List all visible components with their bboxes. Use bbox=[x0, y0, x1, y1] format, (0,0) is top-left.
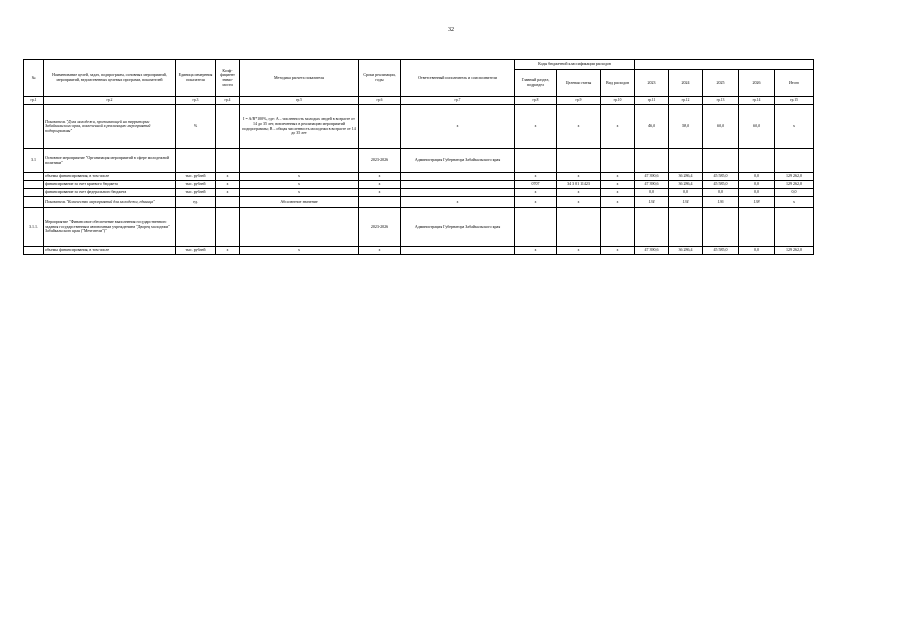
cell-expense-type: x bbox=[601, 247, 635, 255]
cell-section bbox=[515, 208, 557, 247]
cell-name: Основное мероприятие "Организация мероприятий в сфере молодежной политики" bbox=[44, 149, 176, 173]
cell-num: 3.1.1. bbox=[24, 208, 44, 247]
header-responsible: Ответственный исполнитель и соисполнители bbox=[401, 60, 515, 97]
cell-unit: ед. bbox=[176, 197, 216, 208]
cell-2024: 0,0 bbox=[669, 189, 703, 197]
cell-2023: 47 390,6 bbox=[635, 181, 669, 189]
col-num-14: гр.14 bbox=[739, 97, 775, 105]
cell-2024: 36 286,4 bbox=[669, 247, 703, 255]
cell-method: I = A/B*100%, где: A – численность молодых людей в возрасте от 14 до 35 лет, вовлеченных в реализацию мероприятий подпрограммы; B – общая численность молодежи в возрасте от 14 до 35 лет bbox=[240, 105, 359, 149]
cell-unit: тыс. рублей bbox=[176, 181, 216, 189]
cell-2026: 0,0 bbox=[739, 247, 775, 255]
col-num-1: гр.1 bbox=[24, 97, 44, 105]
cell-responsible bbox=[401, 247, 515, 255]
table-row-funding-total-1 bbox=[24, 173, 814, 181]
cell-name: финансирование за счет федерального бюджета bbox=[44, 189, 176, 197]
cell-num bbox=[24, 189, 44, 197]
cell-2025: 60,0 bbox=[703, 105, 739, 149]
cell-expense-type: x bbox=[601, 181, 635, 189]
cell-responsible: x bbox=[401, 105, 515, 149]
cell-article bbox=[557, 208, 601, 247]
cell-section: 0707 bbox=[515, 181, 557, 189]
cell-2024: 36 286,4 bbox=[669, 173, 703, 181]
page-number: 32 bbox=[448, 27, 454, 33]
cell-total: x bbox=[775, 105, 814, 149]
cell-article: x bbox=[557, 189, 601, 197]
header-bcc-group: Коды бюджетной классификации расходов bbox=[515, 60, 635, 70]
cell-section: x bbox=[515, 189, 557, 197]
cell-coef bbox=[216, 149, 240, 173]
cell-responsible bbox=[401, 189, 515, 197]
cell-coef bbox=[216, 208, 240, 247]
cell-num bbox=[24, 181, 44, 189]
cell-total: 129 262,0 bbox=[775, 173, 814, 181]
budget-table bbox=[23, 59, 814, 255]
cell-2025 bbox=[703, 208, 739, 247]
cell-expense-type: x bbox=[601, 189, 635, 197]
cell-2023: 46,0 bbox=[635, 105, 669, 149]
cell-method bbox=[240, 208, 359, 247]
header-method: Методика расчета показателя bbox=[240, 60, 359, 97]
cell-coef: x bbox=[216, 181, 240, 189]
table-row-indicator-events bbox=[24, 197, 814, 208]
cell-num: 3.1 bbox=[24, 149, 44, 173]
header-coef: Коэф-фициент значи-мости bbox=[216, 60, 240, 97]
table-row-main-event bbox=[24, 149, 814, 173]
col-num-15: гр.15 bbox=[775, 97, 814, 105]
cell-2026: 0,0 bbox=[739, 189, 775, 197]
cell-2023: 0,0 bbox=[635, 189, 669, 197]
cell-coef: x bbox=[216, 189, 240, 197]
col-num-4: гр.4 bbox=[216, 97, 240, 105]
cell-2024: 36 286,4 bbox=[669, 181, 703, 189]
cell-2024: 58,0 bbox=[669, 105, 703, 149]
cell-num bbox=[24, 197, 44, 208]
cell-unit: тыс. рублей bbox=[176, 173, 216, 181]
table-row-indicator-youth bbox=[24, 105, 814, 149]
cell-2026: 60,0 bbox=[739, 105, 775, 149]
cell-num bbox=[24, 247, 44, 255]
cell-coef: x bbox=[216, 247, 240, 255]
header-section: Главный раздел, подраздел bbox=[515, 70, 557, 97]
header-2023: 2023 bbox=[635, 70, 669, 97]
cell-total bbox=[775, 149, 814, 173]
cell-article: x bbox=[557, 173, 601, 181]
cell-name: финансирование за счет краевого бюджета bbox=[44, 181, 176, 189]
cell-responsible: Администрация Губернатора Забайкальского края bbox=[401, 208, 515, 247]
cell-2025 bbox=[703, 149, 739, 173]
cell-article: x bbox=[557, 197, 601, 208]
cell-num bbox=[24, 105, 44, 149]
cell-period: 2023-2026 bbox=[359, 149, 401, 173]
header-unit: Единица измерения показателя bbox=[176, 60, 216, 97]
cell-2023: 47 390,6 bbox=[635, 247, 669, 255]
cell-section: x bbox=[515, 247, 557, 255]
cell-2024 bbox=[669, 149, 703, 173]
cell-method: x bbox=[240, 189, 359, 197]
cell-name: Показатель "Количество мероприятий для молодежи, единица" bbox=[44, 197, 176, 208]
table-row-funding-total-2 bbox=[24, 247, 814, 255]
cell-period: x bbox=[359, 247, 401, 255]
cell-name: Мероприятие "Финансовое обеспечение выполнения государственного задания государственным автономным учреждением "Дворец молодежи" Забайкальского края ("Мечтатели")" bbox=[44, 208, 176, 247]
header-name: Наименование целей, задач, подпрограмм, основных мероприятий, мероприятий, ведомственных целевых программ, показателей bbox=[44, 60, 176, 97]
table-row-event-3-1-1 bbox=[24, 208, 814, 247]
cell-name: Показатель "Доля молодежи, проживающей на территории Забайкальского края, вовлеченной в реализацию мероприятий подпрограммы" bbox=[44, 105, 176, 149]
cell-coef: x bbox=[216, 173, 240, 181]
cell-2026 bbox=[739, 149, 775, 173]
cell-method: x bbox=[240, 247, 359, 255]
cell-2025: 45 585,0 bbox=[703, 181, 739, 189]
cell-expense-type bbox=[601, 149, 635, 173]
cell-section: x bbox=[515, 105, 557, 149]
cell-2024 bbox=[669, 208, 703, 247]
cell-unit: % bbox=[176, 105, 216, 149]
header-2025: 2025 bbox=[703, 70, 739, 97]
cell-unit bbox=[176, 149, 216, 173]
col-num-10: гр.10 bbox=[601, 97, 635, 105]
table-row-funding-regional-1 bbox=[24, 181, 814, 189]
col-num-9: гр.9 bbox=[557, 97, 601, 105]
cell-coef bbox=[216, 105, 240, 149]
cell-article: 34 3 01 11423 bbox=[557, 181, 601, 189]
cell-2025: 45 585,0 bbox=[703, 247, 739, 255]
cell-period: 2023-2026 bbox=[359, 208, 401, 247]
cell-section: x bbox=[515, 173, 557, 181]
cell-num bbox=[24, 173, 44, 181]
cell-2025: 45 585,0 bbox=[703, 173, 739, 181]
cell-expense-type bbox=[601, 208, 635, 247]
cell-2026: 0,0 bbox=[739, 173, 775, 181]
col-num-12: гр.12 bbox=[669, 97, 703, 105]
cell-2025: 0,0 bbox=[703, 189, 739, 197]
cell-article bbox=[557, 149, 601, 173]
column-number-row bbox=[24, 97, 814, 105]
header-period: Сроки реализации, годы bbox=[359, 60, 401, 97]
col-num-3: гр.3 bbox=[176, 97, 216, 105]
header-total: Итого bbox=[775, 70, 814, 97]
cell-unit bbox=[176, 208, 216, 247]
cell-article: x bbox=[557, 247, 601, 255]
cell-expense-type: x bbox=[601, 173, 635, 181]
header-article: Целевая статья bbox=[557, 70, 601, 97]
col-num-13: гр.13 bbox=[703, 97, 739, 105]
cell-total: 129 262,0 bbox=[775, 247, 814, 255]
cell-total: x bbox=[775, 197, 814, 208]
cell-2026: 0,0 bbox=[739, 181, 775, 189]
cell-2025: 136 bbox=[703, 197, 739, 208]
header-years-group bbox=[635, 60, 814, 70]
header-2026: 2026 bbox=[739, 70, 775, 97]
cell-2026 bbox=[739, 208, 775, 247]
cell-2023 bbox=[635, 208, 669, 247]
header-num: № bbox=[24, 60, 44, 97]
header-row-1 bbox=[24, 60, 814, 70]
col-num-7: гр.7 bbox=[401, 97, 515, 105]
cell-2023: 134 bbox=[635, 197, 669, 208]
cell-expense-type: x bbox=[601, 105, 635, 149]
cell-unit: тыс. рублей bbox=[176, 189, 216, 197]
cell-responsible bbox=[401, 181, 515, 189]
cell-2023: 47 390,6 bbox=[635, 173, 669, 181]
cell-total: 129 262,0 bbox=[775, 181, 814, 189]
header-2024: 2024 bbox=[669, 70, 703, 97]
col-num-2: гр.2 bbox=[44, 97, 176, 105]
cell-method: x bbox=[240, 173, 359, 181]
cell-period: x bbox=[359, 173, 401, 181]
cell-period bbox=[359, 197, 401, 208]
cell-method: Абсолютное значение bbox=[240, 197, 359, 208]
cell-section bbox=[515, 149, 557, 173]
cell-total bbox=[775, 208, 814, 247]
cell-period bbox=[359, 105, 401, 149]
cell-section: x bbox=[515, 197, 557, 208]
cell-name: объемы финансирования, в том числе bbox=[44, 247, 176, 255]
cell-coef bbox=[216, 197, 240, 208]
col-num-8: гр.8 bbox=[515, 97, 557, 105]
cell-unit: тыс. рублей bbox=[176, 247, 216, 255]
cell-total: 0,0 bbox=[775, 189, 814, 197]
cell-article: x bbox=[557, 105, 601, 149]
cell-responsible: Администрация Губернатора Забайкальского края bbox=[401, 149, 515, 173]
cell-2024: 134 bbox=[669, 197, 703, 208]
col-num-5: гр.5 bbox=[240, 97, 359, 105]
cell-period: x bbox=[359, 189, 401, 197]
cell-2023 bbox=[635, 149, 669, 173]
table-row-funding-federal-1 bbox=[24, 189, 814, 197]
cell-period: x bbox=[359, 181, 401, 189]
cell-expense-type: x bbox=[601, 197, 635, 208]
cell-responsible bbox=[401, 173, 515, 181]
cell-responsible: x bbox=[401, 197, 515, 208]
header-expense-type: Вид расходов bbox=[601, 70, 635, 97]
col-num-6: гр.6 bbox=[359, 97, 401, 105]
cell-name: объемы финансирования, в том числе bbox=[44, 173, 176, 181]
cell-2026: 138 bbox=[739, 197, 775, 208]
cell-method bbox=[240, 149, 359, 173]
col-num-11: гр.11 bbox=[635, 97, 669, 105]
cell-method: x bbox=[240, 181, 359, 189]
